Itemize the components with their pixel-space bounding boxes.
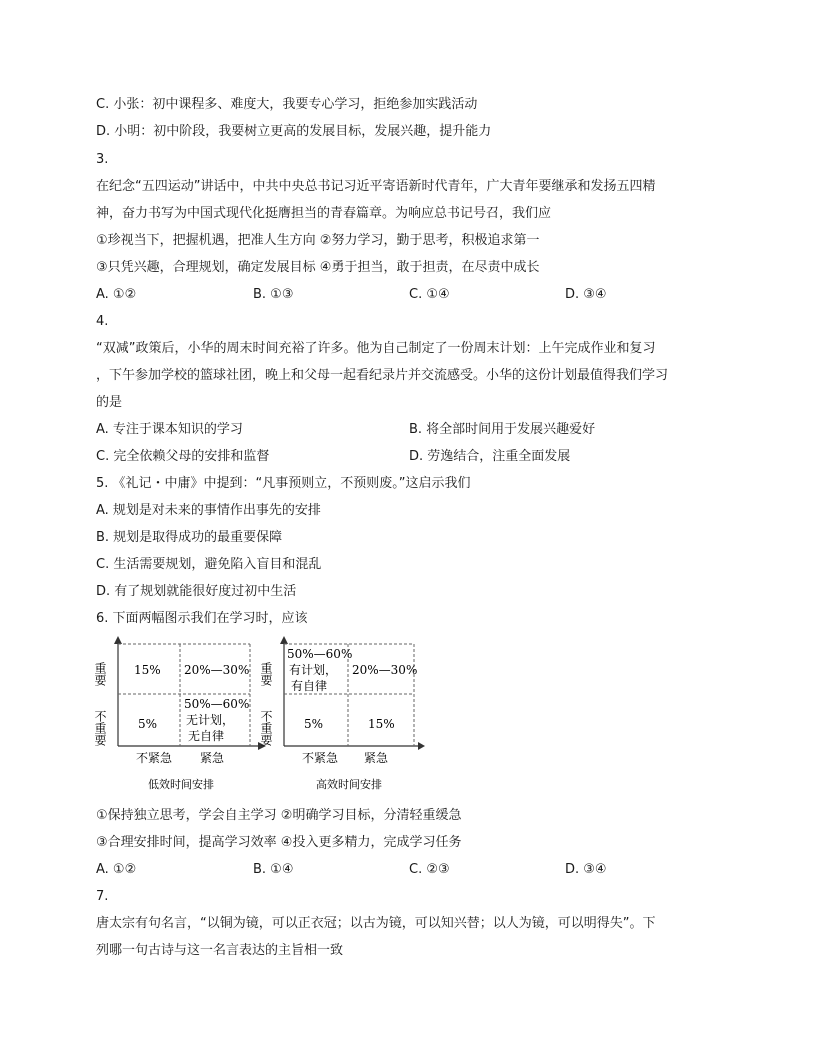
- q4-stem-line-2: ，下午参加学校的篮球社团，晚上和父母一起看纪录片并交流感受。小华的这份计划最值得我们学习: [96, 368, 669, 383]
- q6-option-d: D. ③④: [565, 862, 607, 877]
- right-y-top-label: 重要: [259, 662, 273, 686]
- right-tr-value: 20%—30%: [352, 663, 418, 677]
- q4-option-b: B. 将全部时间用于发展兴趣爱好: [409, 422, 596, 437]
- q3-option-c: C. ①④: [409, 287, 450, 302]
- right-caption: 高效时间安排: [316, 778, 382, 791]
- left-br-value-1: 50%—60%: [184, 697, 250, 711]
- q6-option-b: B. ①④: [253, 862, 294, 877]
- q6-diagrams: [93, 632, 426, 792]
- left-y-arrow: [114, 636, 122, 644]
- high-efficiency-diagram: [259, 636, 425, 791]
- right-tl-value-2: 有计划，: [289, 663, 338, 677]
- right-y-bottom-label: 不重要: [259, 710, 273, 746]
- q6-statement-2: ③合理安排时间，提高学习效率 ④投入更多精力，完成学习任务: [96, 835, 462, 850]
- q6-statement-1: ①保持独立思考，学会自主学习 ②明确学习目标，分清轻重缓急: [96, 808, 462, 823]
- right-br-value: 15%: [368, 717, 395, 731]
- q7-stem-line-1: 唐太宗有句名言，“以铜为镜，可以正衣冠；以古为镜，可以知兴替；以人为镜，可以明得失”。下: [96, 916, 656, 931]
- q3-statement-2: ③只凭兴趣，合理规划，确定发展目标 ④勇于担当，敢于担责，在尽责中成长: [96, 260, 540, 275]
- q5-option-b: B. 规划是取得成功的最重要保障: [96, 530, 283, 545]
- q6-option-a: A. ①②: [96, 862, 137, 877]
- q4-option-c: C. 完全依赖父母的安排和监督: [96, 449, 270, 464]
- right-tl-value-3: 有自律: [291, 679, 328, 693]
- q3-option-a: A. ①②: [96, 287, 137, 302]
- q2-option-d: D. 小明：初中阶段，我要树立更高的发展目标，发展兴趣，提升能力: [96, 124, 492, 139]
- left-x-left-label: 不紧急: [136, 751, 173, 765]
- left-y-top-label: 重要: [93, 662, 107, 686]
- right-y-arrow: [280, 636, 288, 644]
- q2-option-c: C. 小张：初中课程多、难度大，我要专心学习，拒绝参加实践活动: [96, 97, 478, 112]
- left-bl-value: 5%: [138, 717, 158, 731]
- q3-statement-1: ①珍视当下，把握机遇，把准人生方向 ②努力学习，勤于思考，积极追求第一: [96, 233, 540, 248]
- q5-option-c: C. 生活需要规划，避免陷入盲目和混乱: [96, 557, 322, 572]
- q4-stem-line-1: “双减”政策后，小华的周末时间充裕了许多。他为自己制定了一份周末计划：上午完成作业和复习: [96, 341, 656, 356]
- left-tr-value: 20%—30%: [184, 663, 250, 677]
- left-br-value-3: 无自律: [188, 729, 225, 743]
- q4-option-a: A. 专注于课本知识的学习: [96, 422, 243, 437]
- q3-stem-line-1: 在纪念“五四运动”讲话中，中共中央总书记习近平寄语新时代青年，广大青年要继承和发扬五四精: [96, 179, 656, 194]
- left-tl-value: 15%: [134, 663, 161, 677]
- right-x-arrow: [418, 742, 425, 750]
- right-tl-value-1: 50%—60%: [287, 647, 353, 661]
- q6-stem: 6. 下面两幅图示我们在学习时，应该: [96, 611, 308, 626]
- q5-stem: 5. 《礼记・中庸》中提到：“凡事预则立，不预则废。”这启示我们: [96, 476, 471, 491]
- q4-option-d: D. 劳逸结合，注重全面发展: [409, 449, 571, 464]
- right-x-left-label: 不紧急: [302, 751, 339, 765]
- left-caption: 低效时间安排: [148, 778, 214, 791]
- q7-stem-line-2: 列哪一句古诗与这一名言表达的主旨相一致: [96, 943, 344, 958]
- q7-number: 7.: [96, 889, 109, 904]
- low-efficiency-diagram: [93, 636, 266, 791]
- q4-number: 4.: [96, 314, 109, 329]
- right-bl-value: 5%: [304, 717, 324, 731]
- q3-option-d: D. ③④: [565, 287, 607, 302]
- q4-stem-line-3: 的是: [96, 395, 123, 410]
- left-y-bottom-label: 不重要: [93, 710, 107, 746]
- q5-option-d: D. 有了规划就能很好度过初中生活: [96, 584, 297, 599]
- q3-option-b: B. ①③: [253, 287, 294, 302]
- q6-option-c: C. ②③: [409, 862, 450, 877]
- q3-number: 3.: [96, 152, 109, 167]
- right-x-right-label: 紧急: [364, 751, 389, 765]
- left-x-right-label: 紧急: [200, 751, 225, 765]
- q5-option-a: A. 规划是对未来的事情作出事先的安排: [96, 503, 321, 518]
- left-br-value-2: 无计划，: [186, 713, 235, 727]
- q3-stem-line-2: 神，奋力书写为中国式现代化挺膺担当的青春篇章。为响应总书记号召，我们应: [96, 206, 552, 221]
